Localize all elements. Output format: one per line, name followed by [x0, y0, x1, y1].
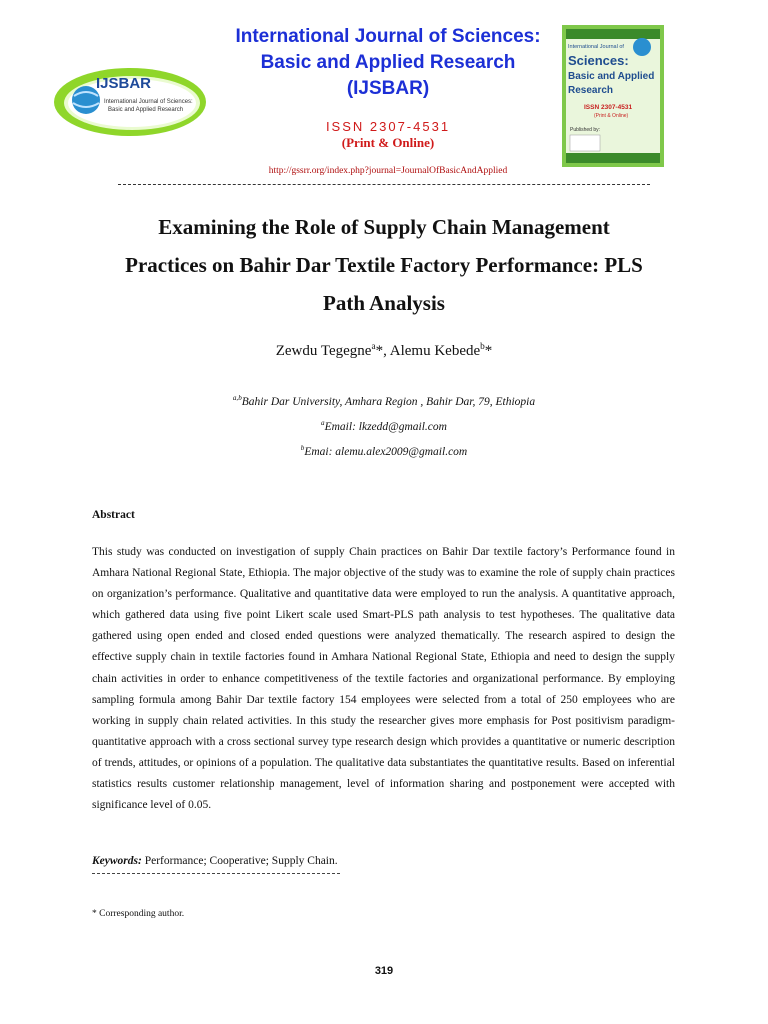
- journal-url[interactable]: http://gssrr.org/index.php?journal=JournalOfBasicAndApplied: [268, 166, 508, 176]
- abstract-text: This study was conducted on investigation of supply Chain practices on Bahir Dar textile factory’s Performance found in Amhara National Regional State, Ethiopia. The major objective of the study was to examine the role of supply chain practices on organization’s performance. Qualitative and quantitative data were employed to run the analysis. A quantitative approach, which gathered data using five point Likert scale used Smart-PLS path analysis to test hypotheses. The qualitative data gathered using open ended and closed ended questions were analyzed thematically. The research aspired to design the effective supply chain in textile factories found in Amhara National Regional State, Ethiopia and need to design the supply chain activities in order to enhance competitiveness of the textile factories and organizational performance. By employing sampling formula among Bahir Dar textile factory 154 employees were selected from a total of 250 employees who are working in supply chain related activities. In this study the researcher gives more emphasis for Post positivism paradigm-quantitative approach with a cross sectional survey type research design which provides a quantitative or numeric description of trends, attitudes, or opinions of a population. The qualitative data substantiates the quantitative results. Based on inferential statistics results customer relationship management, level of information sharing and postponement were accepted with significance level of 0.05.: [92, 546, 675, 812]
- journal-logo: [52, 66, 208, 138]
- cover-title1: Sciences:: [568, 53, 629, 68]
- author-1-sup: a: [371, 342, 376, 352]
- abstract-heading: Abstract: [92, 509, 135, 521]
- email-line-1: [100, 413, 668, 438]
- paper-authors: [100, 342, 668, 360]
- author-separator: *, Alemu Kebede: [375, 343, 481, 359]
- affiliation-line: [100, 388, 668, 413]
- keywords-text: Performance; Cooperative; Supply Chain.: [141, 855, 338, 867]
- journal-title-line2: Basic and Applied Research: [260, 52, 516, 73]
- author-end: *: [484, 343, 493, 359]
- keywords-line: [92, 855, 675, 867]
- author-1: Zewdu Tegegne: [275, 343, 372, 359]
- email-1-sup: a: [321, 418, 325, 427]
- cover-small: International Journal of: [568, 44, 624, 50]
- email-2-sup: b: [300, 443, 305, 452]
- paper-title: [70, 208, 698, 322]
- header-divider: [118, 184, 650, 185]
- cover-published-by: Published by:: [570, 127, 601, 133]
- paper-title-line3: Path Analysis: [323, 291, 445, 315]
- footnote: * Corresponding author.: [92, 909, 185, 919]
- email-1: Email: lkzedd@gmail.com: [324, 420, 447, 433]
- logo-abbrev: IJSBAR: [96, 75, 152, 92]
- author-2-sup: b: [480, 342, 485, 352]
- page-number: 319: [374, 965, 394, 977]
- journal-title-line3: (IJSBAR): [346, 78, 430, 99]
- logo-line2: Basic and Applied Research: [108, 107, 184, 113]
- journal-title: [200, 24, 576, 102]
- affiliation-sup: a,b: [232, 394, 242, 402]
- paper-title-line2: Practices on Bahir Dar Textile Factory Performance: PLS: [125, 253, 643, 277]
- journal-title-line1: International Journal of Sciences:: [235, 26, 541, 47]
- journal-issn: ISSN 2307-4531: [325, 119, 451, 134]
- cover-title2: Basic and Applied: [568, 71, 655, 82]
- keywords-label: Keywords:: [92, 855, 142, 867]
- journal-print-online: (Print & Online): [341, 135, 435, 150]
- cover-title3: Research: [568, 85, 614, 96]
- email-line-2: [100, 438, 668, 463]
- footnote-divider: [92, 873, 340, 874]
- journal-cover-image: [562, 25, 664, 167]
- email-2: Emai: alemu.alex2009@gmail.com: [304, 445, 468, 458]
- affiliation-text: Bahir Dar University, Amhara Region , Bahir Dar, 79, Ethiopia: [241, 395, 536, 408]
- paper-title-line1: Examining the Role of Supply Chain Management: [158, 215, 610, 239]
- logo-line1: International Journal of Sciences:: [104, 99, 193, 105]
- paper-affiliations: [100, 388, 668, 462]
- cover-issn: ISSN 2307-4531: [584, 104, 633, 111]
- cover-print: (Print & Online): [594, 113, 629, 119]
